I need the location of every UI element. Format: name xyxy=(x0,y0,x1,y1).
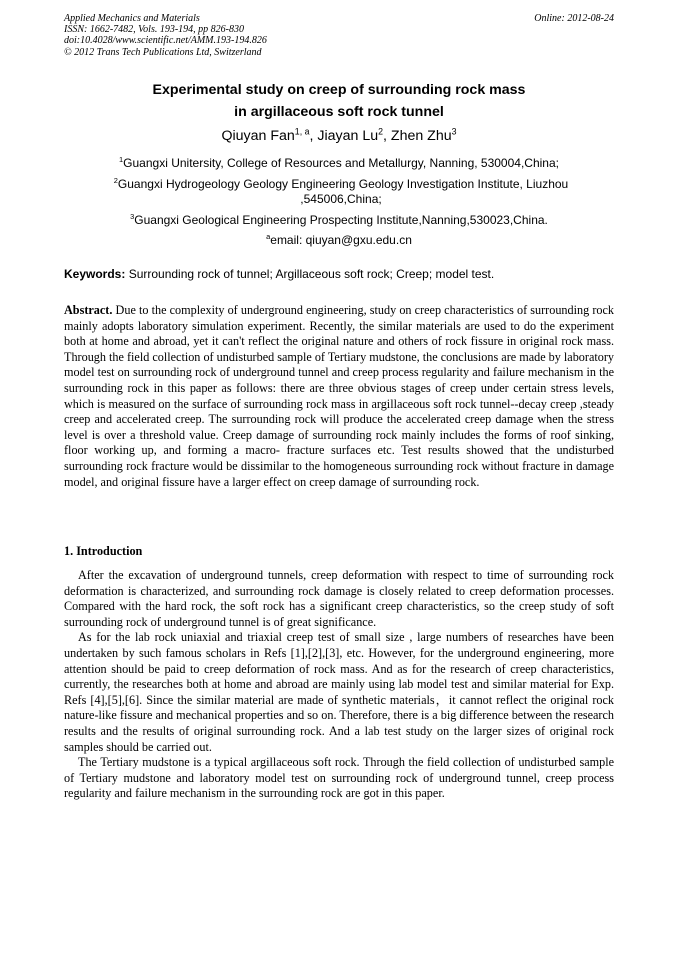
title-line-1: Experimental study on creep of surrounding rock mass xyxy=(152,82,526,98)
abstract-text: Due to the complexity of underground engineering, study on creep characteristics of surrounding rock mainly adopts laboratory simulation experiment. Recently, the similar materials are used to do the experiment both at home and abroad, yet it can't reflect the original nature and others of rock fissure in original rock mass. Through the field collection of undisturbed sample of Tertiary mudstone, the conclusions are made by laboratory model test on surrounding rock of underground tunnel and creep process regularity and failure mechanism in the surrounding rock in this paper as follows: there are three obvious stages of creep under certain stress levels, which is measured on the surface of surrounding rock mass in argillaceous soft rock tunnel--decay creep ,steady creep and accelerated creep. The surrounding rock will produce the accelerated creep damage when the stress level is over a threshold value. Creep damage of surrounding rock mainly includes the forms of roof sinking, floor working up, and forming a macro- fracture surfaces etc. Test results showed that the undisturbed surrounding rock fracture would be dissimilar to the homogeneous surrounding rock without fracture in damage model, and original fissure have a larger effect on creep damage of surrounding rock. xyxy=(64,303,614,489)
author: Zhen Zhu$^3$ xyxy=(390,126,457,144)
affiliation-2: $^2$Guangxi Hydrogeology Geology Engineering Geology Investigation Institute, Liuzhou ,545006,China; xyxy=(113,176,569,206)
introduction-body xyxy=(64,568,614,802)
keywords xyxy=(64,267,614,281)
doi-line: doi:10.4028/www.scientific.net/AMM.193-194.826 xyxy=(64,35,267,47)
keywords-label: Keywords: xyxy=(64,267,126,281)
author: Jiayan Lu$^2$, xyxy=(317,126,391,144)
section-heading: 1. Introduction xyxy=(64,544,143,558)
copyright-line: © 2012 Trans Tech Publications Ltd, Switzerland xyxy=(64,46,262,58)
online-date: Online: 2012-08-24 xyxy=(534,13,614,24)
author-list xyxy=(64,128,614,144)
journal-name: Applied Mechanics and Materials xyxy=(64,13,200,24)
keywords-text: Surrounding rock of tunnel; Argillaceous soft rock; Creep; model test. xyxy=(125,267,495,281)
author-email: $^a$email: qiuyan@gxu.edu.cn xyxy=(266,232,412,247)
paper-title xyxy=(64,79,614,123)
affiliation-3: $^3$Guangxi Geological Engineering Prospecting Institute,Nanning,530023,China. xyxy=(130,212,548,227)
affiliation-1: $^1$Guangxi Unitersity, College of Resources and Metallurgy, Nanning, 530004,China; xyxy=(119,155,559,170)
paragraph: The Tertiary mudstone is a typical argillaceous soft rock. Through the field collection of undisturbed sample of Tertiary mudstone and laboratory model test on surrounding rock of underground tunnel, creep process regularity and failure mechanism in the surrounding rock are got in this paper. xyxy=(64,755,614,801)
issn-line: ISSN: 1662-7482, Vols. 193-194, pp 826-830 xyxy=(64,24,244,36)
abstract-label: Abstract. xyxy=(64,303,113,317)
paragraph: After the excavation of underground tunnels, creep deformation with respect to time of surrounding rock deformation is characterized, and surrounding rock damage is closely related to creep deformation processes. Compared with the hard rock, the soft rock has a significant creep characteristics, so the creep study of soft surrounding rock of underground tunnel is of great significance. xyxy=(64,568,614,629)
abstract xyxy=(64,303,614,490)
paragraph: As for the lab rock uniaxial and triaxial creep test of small size , large numbers of researches have been undertaken by such famous scholars in Refs [1],[2],[3], etc. However, for the underground engineering, more attention should be paid to creep deformation of rock mass. And as for the research of creep characteristics, currently, the researches both at home and abroad are mainly using lab model test and similar material for Exp. Refs [4],[5],[6]. Since the similar material are made of synthetic materials，it cannot reflect the original rock nature-like fissure and mechanical properties and so on. Therefore, there is a big difference between the research results and the results of original surrounding rock. And a lab test study on the larger sizes of original rock samples should be carried out. xyxy=(64,630,614,754)
author: Qiuyan Fan$^{1, a}$, xyxy=(221,126,318,144)
journal-header xyxy=(64,13,267,58)
title-line-2: in argillaceous soft rock tunnel xyxy=(234,104,444,120)
